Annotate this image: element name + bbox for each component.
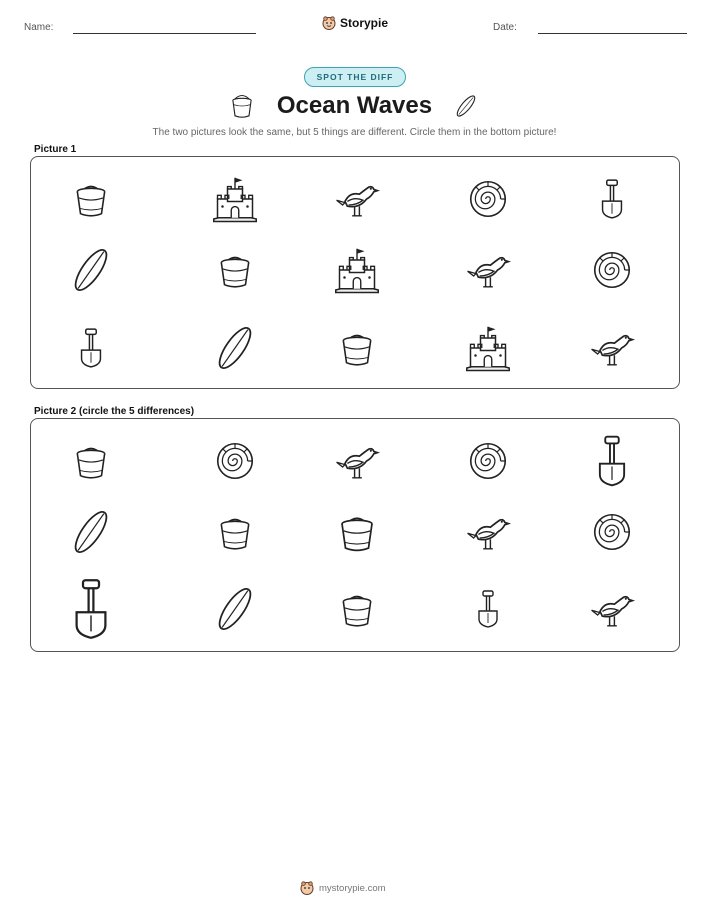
seashell-icon[interactable] (212, 438, 258, 484)
footer-link[interactable]: mystorypie.com (319, 882, 386, 894)
date-line[interactable] (538, 33, 687, 34)
picture-1-panel (30, 156, 680, 389)
name-line[interactable] (73, 33, 256, 34)
seagull-icon (588, 324, 636, 372)
bucket-icon[interactable] (334, 509, 380, 555)
brand-logo (322, 14, 388, 32)
seashell-icon (465, 176, 511, 222)
instructions: The two pictures look the same, but 5 things are different. Circle them in the bottom picture! (152, 127, 557, 138)
bucket-icon[interactable] (70, 440, 112, 482)
seagull-icon[interactable] (588, 585, 636, 633)
date-label: Date: (493, 22, 517, 33)
seashell-icon[interactable] (589, 509, 635, 555)
picture-2-panel[interactable] (30, 418, 680, 652)
seashell-icon (589, 247, 635, 293)
page-title: Ocean Waves (276, 92, 433, 119)
brand-name: Storypie (340, 16, 389, 30)
seagull-icon[interactable] (333, 437, 381, 485)
bucket-icon (70, 178, 112, 220)
picture-1-label: Picture 1 (34, 144, 77, 155)
picture-2-label: Picture 2 (circle the 5 differences) (34, 406, 195, 417)
seashell-icon[interactable] (465, 438, 511, 484)
spot-the-diff-badge: SPOT THE DIFF (304, 67, 406, 87)
surfboard-icon[interactable] (66, 507, 116, 557)
sandcastle-icon (332, 245, 382, 295)
seagull-icon[interactable] (464, 508, 512, 556)
footer (300, 879, 420, 897)
shovel-icon (591, 178, 633, 220)
storypie-footer-icon (300, 881, 314, 895)
seagull-icon (464, 246, 512, 294)
bucket-icon (214, 249, 256, 291)
sandcastle-icon (210, 174, 260, 224)
shovel-icon[interactable] (585, 434, 639, 488)
bucket-icon[interactable] (214, 511, 256, 553)
bucket-icon[interactable] (336, 588, 378, 630)
surfboard-icon (66, 245, 116, 295)
surfboard-icon (452, 91, 480, 121)
bucket-icon (336, 327, 378, 369)
shovel-icon (70, 327, 112, 369)
sandcastle-icon (463, 323, 513, 373)
name-label: Name: (24, 22, 54, 33)
seagull-icon (333, 175, 381, 223)
storypie-mascot-icon (322, 16, 336, 30)
surfboard-icon (210, 323, 260, 373)
shovel-icon[interactable] (468, 589, 508, 629)
surfboard-icon[interactable] (210, 584, 260, 634)
shovel-icon[interactable] (59, 577, 123, 641)
